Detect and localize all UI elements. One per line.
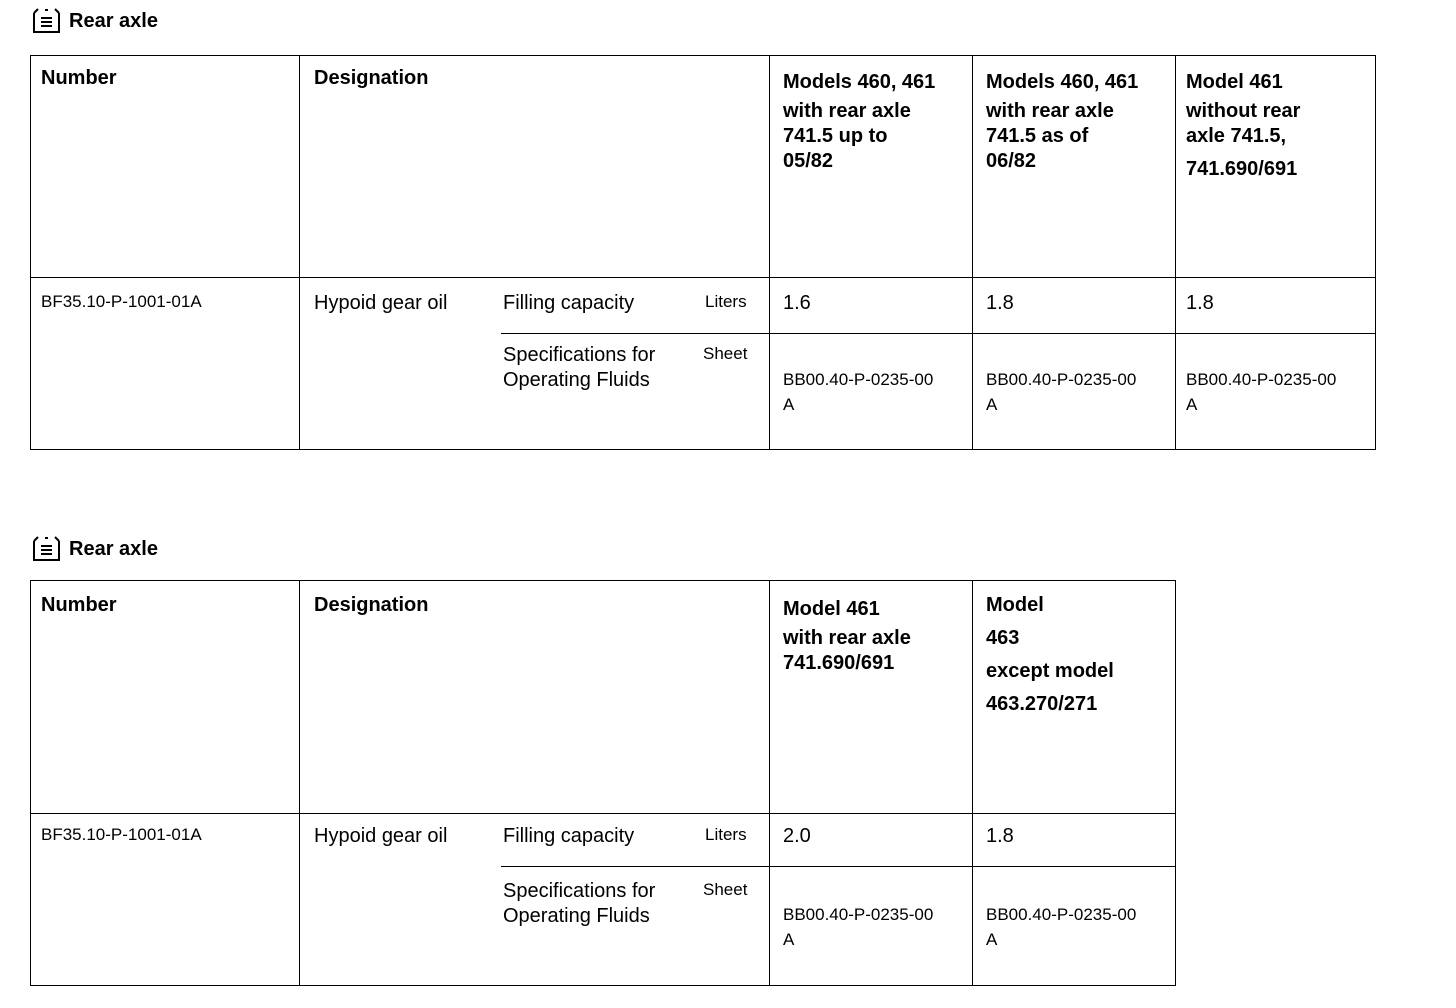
designation-header: Designation bbox=[314, 67, 429, 89]
number-header: Number bbox=[41, 67, 117, 89]
oil-can-icon bbox=[32, 536, 61, 562]
specifications-label: Specifications for Operating Fluids bbox=[503, 344, 656, 391]
unit-liters: Liters bbox=[705, 825, 747, 844]
filling-value: 1.8 bbox=[986, 825, 1014, 847]
rear-axle-table bbox=[30, 580, 1176, 986]
designation-header: Designation bbox=[314, 594, 429, 616]
filling-value: 1.8 bbox=[986, 292, 1014, 314]
unit-sheet: Sheet bbox=[703, 880, 748, 899]
oil-can-icon bbox=[32, 8, 61, 34]
filling-value: 2.0 bbox=[783, 825, 811, 847]
designation-value: Hypoid gear oil bbox=[314, 825, 448, 847]
section-title bbox=[32, 6, 158, 36]
filling-capacity-label: Filling capacity bbox=[503, 292, 635, 314]
part-number: BF35.10-P-1001-01A bbox=[41, 292, 202, 311]
model-header: Model 463 except model 463.270/271 bbox=[986, 594, 1114, 715]
filling-value: 1.8 bbox=[1186, 292, 1214, 314]
unit-liters: Liters bbox=[705, 292, 747, 311]
spec-sheet-value: BB00.40-P-0235-00 A bbox=[783, 370, 934, 414]
rear-axle-table bbox=[30, 55, 1376, 450]
specifications-label: Specifications for Operating Fluids bbox=[503, 880, 656, 927]
spec-sheet-value: BB00.40-P-0235-00 A bbox=[986, 905, 1137, 949]
model-header: Models 460, 461 with rear axle 741.5 up to 05/82 bbox=[783, 71, 936, 172]
spec-sheet-value: BB00.40-P-0235-00 A bbox=[783, 905, 934, 949]
filling-value: 1.6 bbox=[783, 292, 811, 314]
model-header: Model 461 without rear axle 741.5, 741.690/691 bbox=[1186, 71, 1301, 180]
filling-capacity-label: Filling capacity bbox=[503, 825, 635, 847]
designation-value: Hypoid gear oil bbox=[314, 292, 448, 314]
spec-sheet-value: BB00.40-P-0235-00 A bbox=[1186, 370, 1337, 414]
number-header: Number bbox=[41, 594, 117, 616]
model-header: Model 461 with rear axle 741.690/691 bbox=[783, 598, 911, 674]
section-title-text: Rear axle bbox=[69, 9, 158, 32]
section-title bbox=[32, 534, 158, 564]
spec-sheet-value: BB00.40-P-0235-00 A bbox=[986, 370, 1137, 414]
model-header: Models 460, 461 with rear axle 741.5 as of 06/82 bbox=[986, 71, 1139, 172]
section-title-text: Rear axle bbox=[69, 537, 158, 560]
unit-sheet: Sheet bbox=[703, 344, 748, 363]
part-number: BF35.10-P-1001-01A bbox=[41, 825, 202, 844]
